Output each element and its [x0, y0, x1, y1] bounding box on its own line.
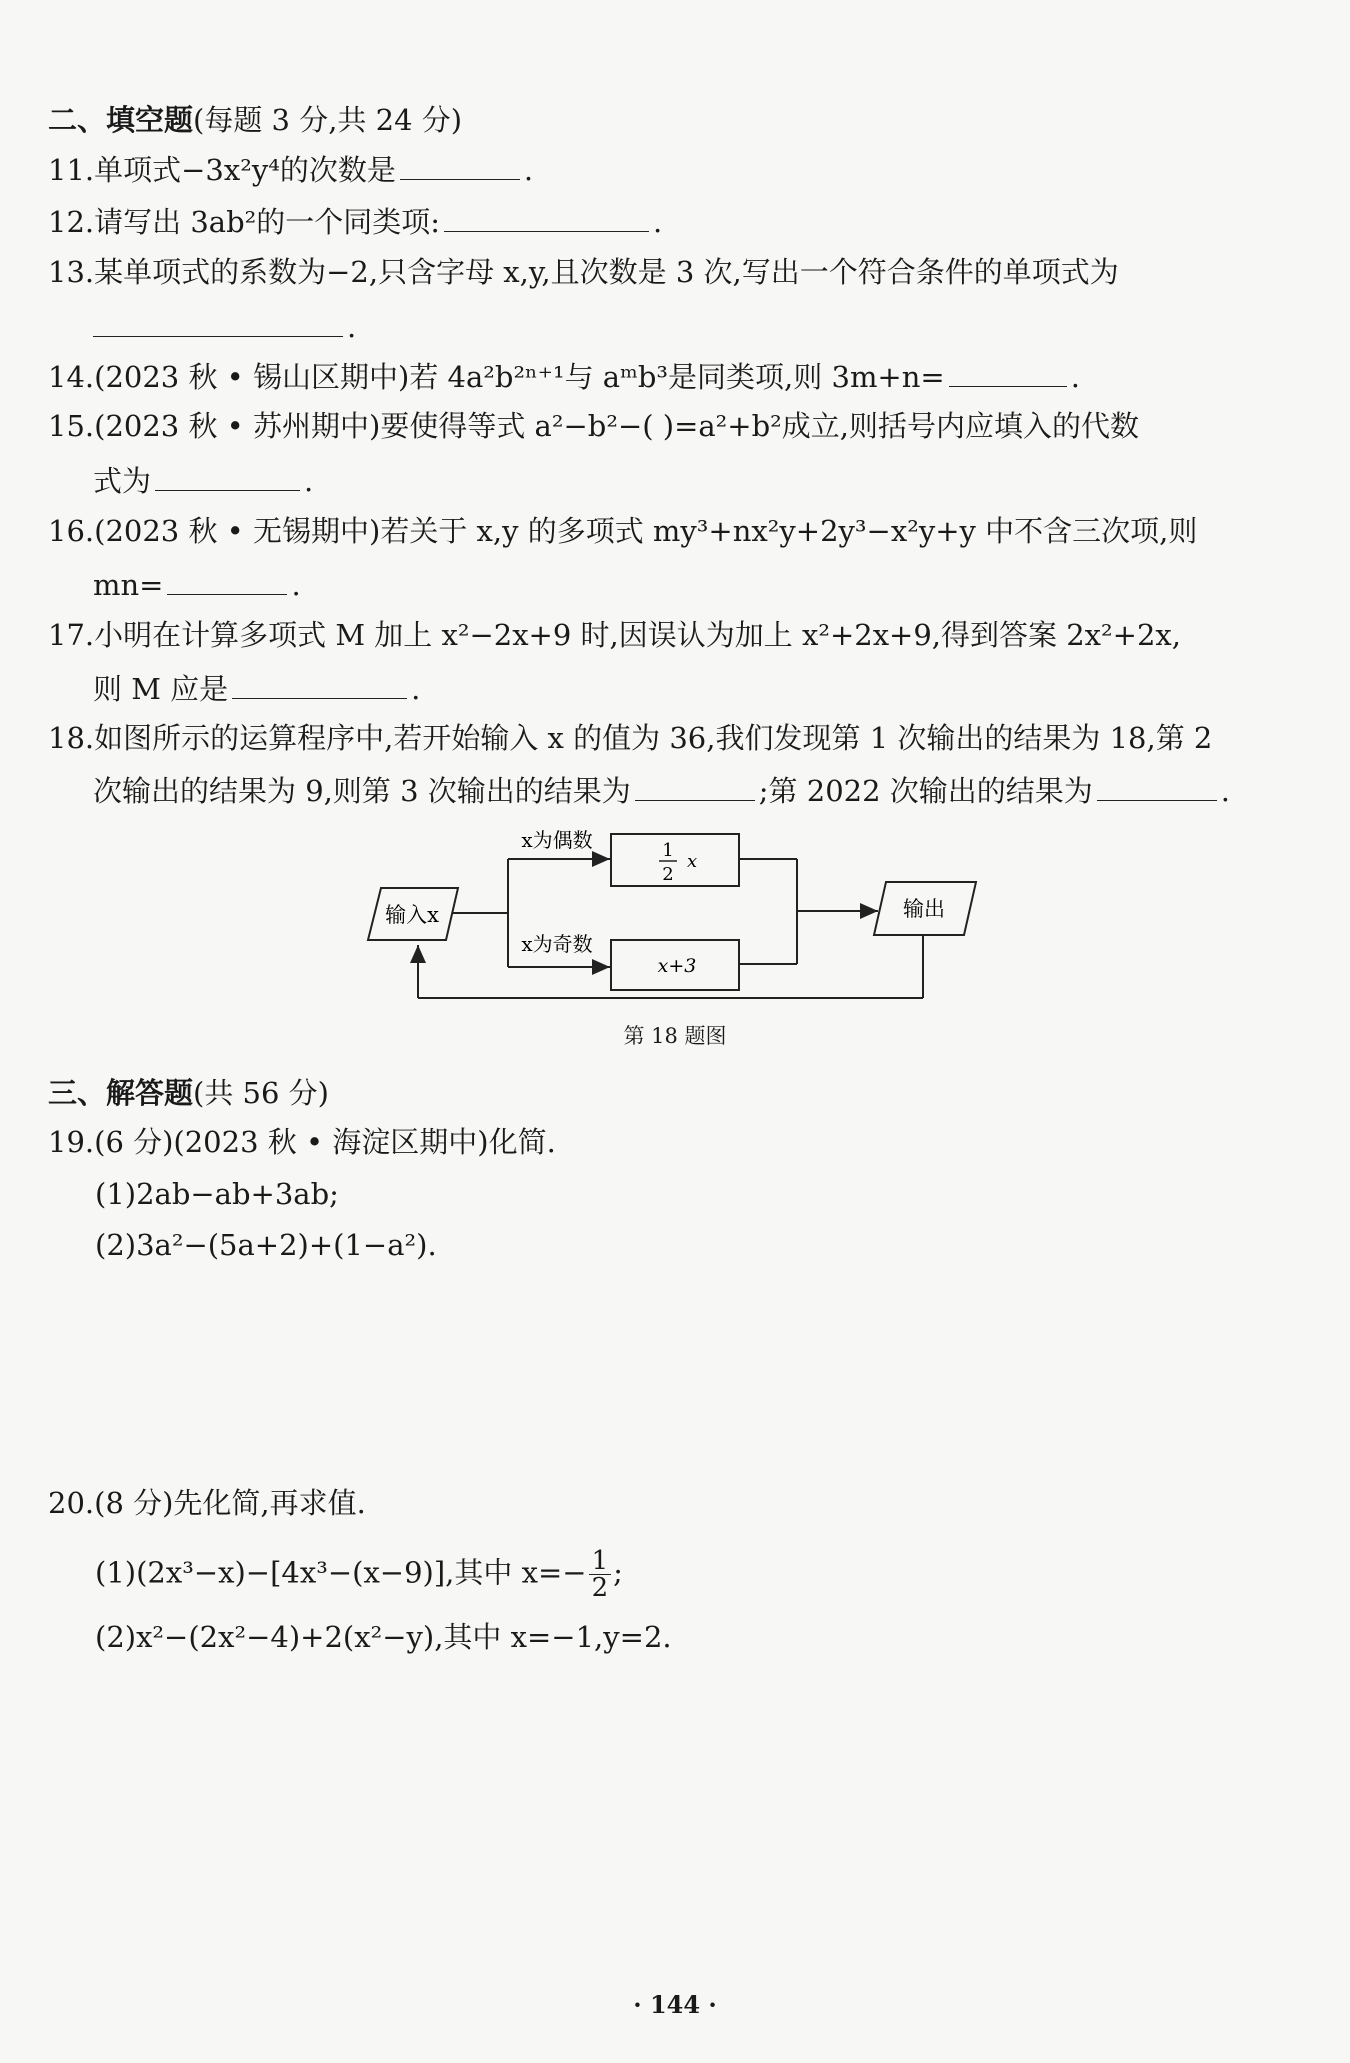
question-19-part-2 [95, 1225, 1290, 1265]
question-text: 则 M 应是 [93, 672, 229, 706]
question-number: 11. [48, 153, 95, 187]
question-text: (2023 秋 • 无锡期中)若关于 x,y 的多项式 my³+nx²y+2y³−x²y+y 中不含三次项,则 [94, 514, 1198, 548]
question-text: mn= [93, 568, 164, 602]
question-text: 单项式−3x²y⁴的次数是 [94, 153, 396, 187]
question-20-part-1 [95, 1548, 1290, 1601]
question-number: 20. [48, 1486, 95, 1520]
half-box [611, 834, 739, 886]
half-variable: x [687, 851, 698, 872]
question-20-part-2 [95, 1617, 1290, 1657]
question-text: (2023 秋 • 锡山区期中)若 4a²b²ⁿ⁺¹与 aᵐb³是同类项,则 3m+n= [94, 360, 945, 394]
question-text: (8 分)先化简,再求值. [94, 1486, 366, 1520]
sub-question: (2)3a²−(5a+2)+(1−a²). [95, 1228, 437, 1262]
sub-question-end: ; [613, 1555, 623, 1590]
fraction-denominator: 2 [591, 1573, 609, 1603]
page-number: · 144 · [633, 1990, 717, 2019]
question-text: 请写出 3ab²的一个同类项: [94, 205, 441, 239]
section-2-title: 二、填空题 [48, 103, 194, 137]
question-text: (2023 秋 • 苏州期中)要使得等式 a²−b²−( )=a²+b²成立,则括号内应填入的代数 [94, 409, 1140, 443]
section-2-note: (每题 3 分,共 24 分) [193, 103, 463, 137]
fraction-numerator: 1 [589, 1548, 612, 1575]
section-3-title: 三、解答题 [48, 1076, 194, 1110]
section-3-note: (共 56 分) [193, 1076, 329, 1110]
question-19 [48, 1122, 1290, 1162]
question-number: 16. [48, 514, 95, 548]
sub-question: (1)2ab−ab+3ab; [95, 1177, 339, 1211]
sub-question: (2)x²−(2x²−4)+2(x²−y),其中 x=−1,y=2. [95, 1620, 672, 1654]
fraction-one-half [589, 1548, 612, 1601]
question-end: . [653, 205, 663, 239]
question-text: ;第 2022 次输出的结果为 [758, 774, 1093, 808]
figure-caption: 第 18 题图 [623, 1024, 727, 1048]
even-label: x为偶数 [521, 828, 593, 852]
question-end: . [291, 568, 301, 602]
question-19-part-1 [95, 1174, 1290, 1214]
question-20 [48, 1483, 1290, 1523]
question-end: . [411, 672, 421, 706]
question-text: 式为 [93, 464, 152, 498]
question-end: . [347, 310, 357, 344]
question-end: . [1220, 774, 1231, 808]
question-text: 次输出的结果为 9,则第 3 次输出的结果为 [93, 774, 631, 808]
question-number: 12. [48, 205, 95, 239]
question-number: 19. [48, 1125, 95, 1159]
question-number: 13. [48, 255, 95, 289]
question-end: . [1070, 360, 1080, 394]
section-3-header [48, 1073, 1290, 1113]
output-label: 输出 [903, 897, 945, 921]
question-text: 小明在计算多项式 M 加上 x²−2x+9 时,因误认为加上 x²+2x+9,得到答案 2x²+2x, [94, 618, 1181, 652]
plus3-label: x+3 [657, 955, 697, 977]
question-text: 如图所示的运算程序中,若开始输入 x 的值为 36,我们发现第 1 次输出的结果为 18,第 2 [94, 721, 1213, 755]
question-number: 18. [48, 721, 95, 755]
question-end: . [523, 153, 534, 187]
question-number: 17. [48, 618, 95, 652]
question-number: 15. [48, 409, 95, 443]
question-end: . [304, 464, 314, 498]
sub-question: (1)(2x³−x)−[4x³−(x−9)],其中 x=− [95, 1555, 587, 1590]
half-numerator: 1 [662, 840, 674, 861]
question-text: 某单项式的系数为−2,只含字母 x,y,且次数是 3 次,写出一个符合条件的单项式为 [94, 255, 1119, 289]
input-label: 输入x [385, 903, 439, 927]
question-text: (6 分)(2023 秋 • 海淀区期中)化简. [94, 1125, 556, 1159]
half-denominator: 2 [662, 864, 674, 885]
odd-label: x为奇数 [521, 932, 593, 956]
question-number: 14. [48, 360, 95, 394]
